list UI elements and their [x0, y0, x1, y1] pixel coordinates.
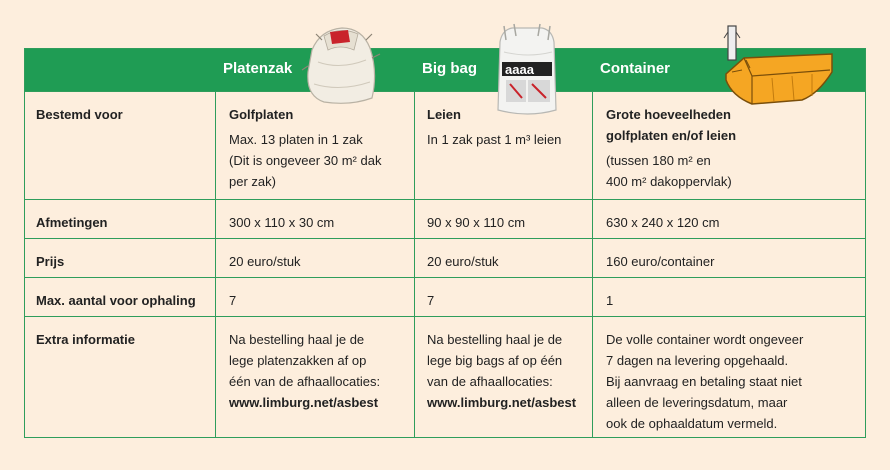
cell-line: 7 dagen na levering opgehaald. — [606, 353, 789, 368]
platenzak-image — [300, 22, 382, 106]
cell-bigbag: 90 x 90 x 110 cm — [414, 200, 592, 239]
cell-line: alleen de leveringsdatum, maar — [606, 395, 788, 410]
cell-line: per zak) — [229, 174, 276, 189]
container-image — [722, 24, 840, 114]
cell-line: De volle container wordt ongeveer — [606, 332, 804, 347]
cell-bigbag: 20 euro/stuk — [414, 239, 592, 278]
cell-platenzak — [215, 92, 414, 200]
cell-title: Grote hoeveelheden — [606, 107, 731, 122]
row-label: Bestemd voor — [36, 107, 123, 122]
cell-line: (tussen 180 m² en — [606, 153, 711, 168]
cell-bigbag: 7 — [414, 278, 592, 317]
row-prijs — [25, 238, 865, 278]
cell-container: 160 euro/container — [592, 239, 865, 278]
bigbag-print: aaaa — [505, 62, 534, 77]
cell-line: ook de ophaaldatum vermeld. — [606, 416, 778, 431]
cell-platenzak: 20 euro/stuk — [215, 239, 414, 278]
cell-platenzak: 7 — [215, 278, 414, 317]
cell-line: In 1 zak past 1 m³ leien — [427, 132, 562, 147]
cell-line: Bij aanvraag en betaling staat niet — [606, 374, 802, 389]
row-label: Afmetingen — [36, 215, 108, 230]
cell-platenzak: 300 x 110 x 30 cm — [215, 200, 414, 239]
cell-title: golfplaten en/of leien — [606, 128, 737, 143]
cell-container: 630 x 240 x 120 cm — [592, 200, 865, 239]
cell-line: Max. 13 platen in 1 zak — [229, 132, 363, 147]
cell-line: Na bestelling haal je de — [427, 332, 563, 347]
row-label: Extra informatie — [36, 332, 135, 347]
cell-container: 1 — [592, 278, 865, 317]
cell-line: van de afhaallocaties: — [427, 374, 553, 389]
link-limburg-asbest[interactable]: www.limburg.net/asbest — [427, 395, 577, 410]
cell-line: één van de afhaallocaties: — [229, 374, 381, 389]
cell-bigbag — [414, 317, 592, 438]
cell-platenzak — [215, 317, 414, 438]
cell-title: Leien — [427, 107, 461, 122]
row-label: Max. aantal voor ophaling — [36, 293, 196, 308]
cell-line: (Dit is ongeveer 30 m² dak — [229, 153, 382, 168]
header-container: Container — [600, 60, 671, 77]
cell-line: Na bestelling haal je de — [229, 332, 365, 347]
cell-container — [592, 317, 865, 438]
cell-title: Golfplaten — [229, 107, 294, 122]
cell-line: 400 m² dakoppervlak) — [606, 174, 732, 189]
header-platenzak: Platenzak — [223, 60, 293, 77]
cell-line: lege big bags af op één — [427, 353, 563, 368]
row-max-aantal — [25, 277, 865, 317]
cell-line: lege platenzakken af op — [229, 353, 367, 368]
row-extra-informatie — [25, 316, 865, 438]
header-bigbag: Big bag — [422, 60, 477, 77]
link-limburg-asbest[interactable]: www.limburg.net/asbest — [229, 395, 379, 410]
row-afmetingen — [25, 199, 865, 239]
bigbag-image — [492, 22, 562, 120]
row-label: Prijs — [36, 254, 65, 269]
